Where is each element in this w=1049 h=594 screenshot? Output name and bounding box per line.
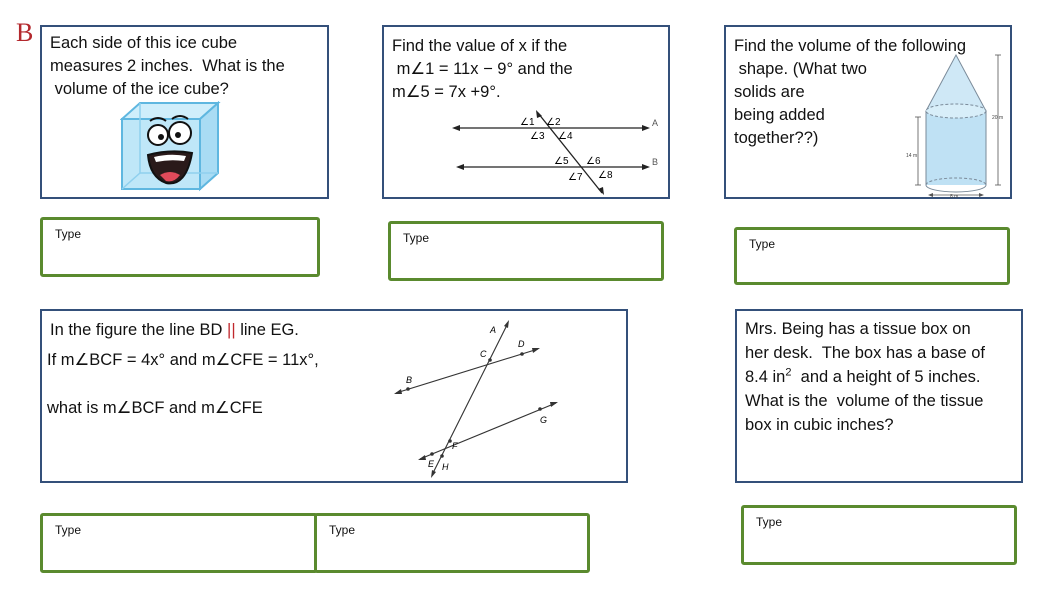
question-3-line-5: together??) xyxy=(734,129,819,147)
ice-cube-illustration xyxy=(120,101,230,193)
angle-label-5: ∠5 xyxy=(554,156,569,167)
angle-label-1: ∠1 xyxy=(520,117,535,128)
angle-label-8: ∠8 xyxy=(598,170,613,181)
angle-label-4: ∠4 xyxy=(558,131,573,142)
base-area-exponent: 2 xyxy=(785,366,792,379)
question-1-card xyxy=(40,25,329,199)
answer-box-2[interactable] xyxy=(388,221,664,281)
point-label-e: E xyxy=(428,459,435,469)
answer-box-3[interactable] xyxy=(734,227,1010,285)
angle-label-3: ∠3 xyxy=(530,131,545,142)
question-3-card xyxy=(724,25,1012,199)
point-label-b: B xyxy=(406,375,413,385)
question-3-line-3: solids are xyxy=(734,83,805,101)
transversal-figure xyxy=(392,319,568,479)
question-5-card xyxy=(735,309,1023,483)
section-letter: B xyxy=(16,18,34,47)
angle-label-7: ∠7 xyxy=(568,172,583,183)
question-3-line-4: being added xyxy=(734,106,825,124)
answer-input-4a[interactable] xyxy=(53,522,275,538)
parallel-symbol: || xyxy=(227,321,236,339)
question-1-line-3: volume of the ice cube? xyxy=(50,80,229,98)
question-2-line-1: Find the value of x if the xyxy=(392,37,568,55)
point-label-a: A xyxy=(490,325,497,335)
answer-input-4b[interactable] xyxy=(327,522,547,538)
answer-input-5[interactable] xyxy=(754,514,974,530)
question-5-line-3 xyxy=(745,365,985,389)
cone-cylinder-figure xyxy=(906,53,1010,199)
question-2-card xyxy=(382,25,670,199)
question-4-line-3: what is m∠BCF and m∠CFE xyxy=(47,399,263,417)
question-4-line-1-post: line EG. xyxy=(235,321,299,339)
answer-box-1[interactable] xyxy=(40,217,320,277)
question-1-text xyxy=(50,32,285,101)
angle-label-2: ∠2 xyxy=(546,117,561,128)
question-5-line-3-post: and a height of 5 inches. xyxy=(791,368,981,386)
question-4-line-1 xyxy=(50,319,299,342)
base-area-value: 8.4 in xyxy=(745,368,786,386)
point-label-c: C xyxy=(480,349,487,359)
question-5-text xyxy=(745,317,985,437)
angle-label-6: ∠6 xyxy=(586,156,601,167)
question-5-line-5: box in cubic inches? xyxy=(745,416,894,434)
question-1-line-2: measures 2 inches. What is the xyxy=(50,57,285,75)
point-label-d: D xyxy=(518,339,525,349)
question-5-line-4: What is the volume of the tissue xyxy=(745,392,984,410)
answer-box-4b[interactable] xyxy=(314,513,590,573)
answer-input-3[interactable] xyxy=(747,236,967,252)
question-4-line-2: If m∠BCF = 4x° and m∠CFE = 11x°, xyxy=(47,351,319,369)
answer-input-2[interactable] xyxy=(401,230,621,246)
cylinder-height-label: 14 m xyxy=(906,153,918,159)
line-label-a: A xyxy=(652,118,659,128)
question-5-line-1: Mrs. Being has a tissue box on xyxy=(745,320,971,338)
point-label-g: G xyxy=(540,415,548,425)
question-2-text xyxy=(392,35,573,104)
answer-box-4a[interactable] xyxy=(40,513,318,573)
question-1-line-1: Each side of this ice cube xyxy=(50,34,238,52)
line-label-b: B xyxy=(652,157,659,167)
answer-box-5[interactable] xyxy=(741,505,1017,565)
question-2-line-2: m∠1 = 11x − 9° and the xyxy=(392,60,573,78)
answer-input-1[interactable] xyxy=(53,226,276,242)
question-4-line-1-pre: In the figure the line BD xyxy=(50,321,228,339)
diameter-label: 8 m xyxy=(950,194,959,199)
point-label-f: F xyxy=(452,441,458,451)
question-5-line-2: her desk. The box has a base of xyxy=(745,344,986,362)
parallel-lines-figure xyxy=(450,109,664,195)
question-4-card xyxy=(40,309,628,483)
total-height-label: 20 m xyxy=(992,115,1004,121)
question-3-line-2: shape. (What two xyxy=(734,60,867,78)
question-2-line-3: m∠5 = 7x +9°. xyxy=(392,83,501,101)
point-label-h: H xyxy=(442,462,449,472)
question-3-line-1: Find the volume of the following xyxy=(734,37,967,55)
